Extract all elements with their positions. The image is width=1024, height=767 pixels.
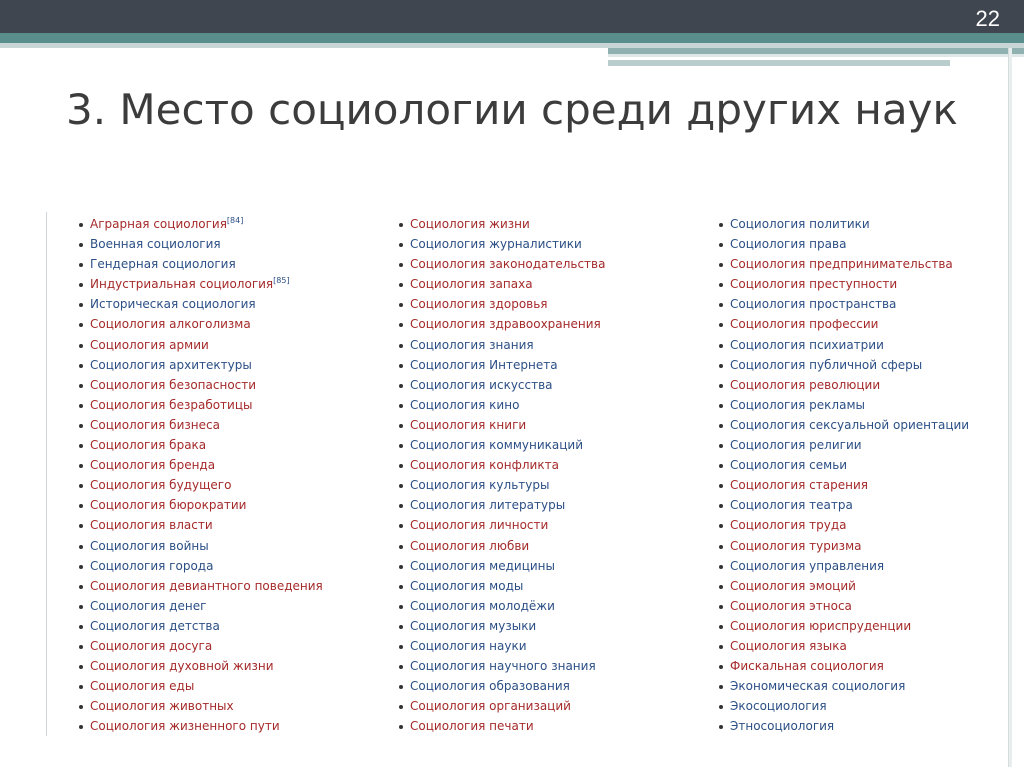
list-item <box>52 294 323 314</box>
list-item-link[interactable]: Социология семьи <box>730 458 848 473</box>
list-item <box>372 314 605 334</box>
list-item <box>372 616 605 636</box>
list-item-link[interactable]: Социология книги <box>410 417 527 432</box>
list-column-3 <box>692 214 969 736</box>
list-item-link[interactable]: Социология революции <box>730 377 881 392</box>
list-item <box>52 495 323 515</box>
list-item <box>692 576 969 596</box>
sociology-branches-list <box>52 214 1012 738</box>
list-item-link[interactable]: Историческая социология <box>90 297 256 312</box>
list-item-link[interactable]: Социология организаций <box>410 699 571 714</box>
list-item <box>692 596 969 616</box>
list-item <box>692 314 969 334</box>
list-item <box>372 676 605 696</box>
list-item-link[interactable]: Социология девиантного поведения <box>90 578 323 593</box>
list-item-link[interactable]: Социология медицины <box>410 558 555 573</box>
list-item-link[interactable]: Социология пространства <box>730 297 897 312</box>
list-item-link[interactable]: Социология бренда <box>90 458 216 473</box>
list-item <box>372 274 605 294</box>
list-item <box>52 274 323 294</box>
list-item <box>692 495 969 515</box>
list-item <box>372 495 605 515</box>
list-item-link[interactable]: Социология алкоголизма <box>90 317 251 332</box>
list-item-link[interactable]: Социология любви <box>410 538 530 553</box>
list-item-link[interactable]: Экосоциология <box>730 699 827 714</box>
list-item <box>692 395 969 415</box>
list-item-link[interactable]: Социология города <box>90 558 214 573</box>
content-left-border <box>46 212 47 736</box>
list-item <box>52 234 323 254</box>
list-item <box>52 676 323 696</box>
list-item <box>692 536 969 556</box>
list-item-link[interactable]: Аграрная социология <box>90 217 227 231</box>
list-item-link[interactable]: Социология публичной сферы <box>730 357 923 372</box>
list-item-link[interactable]: Социология детства <box>90 618 220 633</box>
list-item-link[interactable]: Социология образования <box>410 679 570 694</box>
list-item <box>52 556 323 576</box>
list-item <box>692 274 969 294</box>
list-item <box>692 415 969 435</box>
list-item-link[interactable]: Социология психиатрии <box>730 337 884 352</box>
list-item-link[interactable]: Социология преступности <box>730 277 898 292</box>
list-item-link[interactable]: Социология театра <box>730 498 853 513</box>
list-item <box>372 214 605 234</box>
list-item-link[interactable]: Социология научного знания <box>410 659 596 674</box>
list-item <box>692 435 969 455</box>
list-item <box>692 254 969 274</box>
list-item-link[interactable]: Социология труда <box>730 518 847 533</box>
footnote-reference[interactable]: [84] <box>226 216 244 225</box>
list-item <box>52 536 323 556</box>
list-item-link[interactable]: Социология войны <box>90 538 209 553</box>
list-column-1 <box>52 214 323 736</box>
list-item <box>52 415 323 435</box>
list-item <box>372 696 605 716</box>
list-item <box>372 596 605 616</box>
slide-number: 22 <box>975 6 1000 31</box>
list-item <box>692 475 969 495</box>
list-item-link[interactable]: Социология животных <box>90 699 234 714</box>
list-item <box>52 254 323 274</box>
list-item <box>372 335 605 355</box>
list-item <box>52 696 323 716</box>
list-item <box>52 596 323 616</box>
list-item <box>52 435 323 455</box>
list-item-link[interactable]: Социология религии <box>730 438 862 453</box>
list-item-link[interactable]: Социология знания <box>410 337 534 352</box>
list-item-link[interactable]: Социология юриспруденции <box>730 618 912 633</box>
list-item-link[interactable]: Социология денег <box>90 598 207 613</box>
list-item-link[interactable]: Социология права <box>730 237 847 252</box>
list-item-link[interactable]: Социология законодательства <box>410 257 606 272</box>
list-item-link[interactable]: Социология запаха <box>410 277 533 292</box>
list-item-link[interactable]: Социология эмоций <box>730 578 856 593</box>
list-item-link[interactable]: Социология языка <box>730 638 847 653</box>
list-item-link[interactable]: Социология старения <box>730 478 868 493</box>
list-item-link[interactable]: Социология науки <box>410 638 527 653</box>
list-item-link[interactable]: Социология архитектуры <box>90 357 252 372</box>
list-item-link[interactable]: Социология Интернета <box>410 357 558 372</box>
list-item <box>372 716 605 736</box>
list-item <box>372 234 605 254</box>
top-bar <box>0 0 1024 33</box>
list-item-link[interactable]: Социология литературы <box>410 498 566 513</box>
list-item <box>52 636 323 656</box>
list-item <box>692 455 969 475</box>
list-item <box>372 415 605 435</box>
list-item <box>372 254 605 274</box>
list-item <box>52 576 323 596</box>
list-column-2 <box>372 214 605 736</box>
list-item-link[interactable]: Социология культуры <box>410 478 550 493</box>
list-item-link[interactable]: Этносоциология <box>730 719 835 734</box>
list-item <box>692 375 969 395</box>
list-item <box>692 616 969 636</box>
list-item-link[interactable]: Социология кино <box>410 397 520 412</box>
list-item <box>372 375 605 395</box>
list-item-link[interactable]: Социология будущего <box>90 478 232 493</box>
list-item-link[interactable]: Военная социология <box>90 237 221 252</box>
list-item-link[interactable]: Гендерная социология <box>90 257 236 272</box>
list-item <box>692 234 969 254</box>
list-item-link[interactable]: Социология искусства <box>410 377 553 392</box>
list-item-link[interactable]: Социология политики <box>730 217 870 231</box>
list-item-link[interactable]: Социология жизненного пути <box>90 719 280 734</box>
list-item-link[interactable]: Экономическая социология <box>730 679 906 694</box>
list-item-link[interactable]: Социология профессии <box>730 317 879 332</box>
list-item-link[interactable]: Социология личности <box>410 518 549 533</box>
list-item <box>372 515 605 535</box>
list-item <box>372 355 605 375</box>
list-item <box>52 375 323 395</box>
list-item-link[interactable]: Социология здоровья <box>410 297 548 312</box>
list-item <box>372 636 605 656</box>
list-item <box>52 475 323 495</box>
list-item <box>372 395 605 415</box>
list-item-link[interactable]: Социология здравоохранения <box>410 317 601 332</box>
list-item <box>692 676 969 696</box>
list-item-link[interactable]: Фискальная социология <box>730 659 884 674</box>
list-item <box>52 616 323 636</box>
list-item <box>692 696 969 716</box>
list-item-link[interactable]: Социология жизни <box>410 217 530 231</box>
list-item-link[interactable]: Социология духовной жизни <box>90 659 274 674</box>
list-item-link[interactable]: Социология безопасности <box>90 377 257 392</box>
list-item <box>52 214 323 234</box>
list-item <box>692 556 969 576</box>
list-item <box>692 716 969 736</box>
list-item-link[interactable]: Социология власти <box>90 518 213 533</box>
list-item-link[interactable]: Социология предпринимательства <box>730 257 953 272</box>
list-item <box>372 536 605 556</box>
list-item <box>372 294 605 314</box>
footnote-reference[interactable]: [85] <box>273 276 290 286</box>
list-item <box>692 294 969 314</box>
list-item <box>372 556 605 576</box>
list-item-link[interactable]: Социология рекламы <box>730 397 865 412</box>
accent-bar-right-thin <box>608 54 1024 57</box>
list-item <box>692 515 969 535</box>
list-item <box>52 395 323 415</box>
list-item <box>52 716 323 736</box>
list-item <box>692 355 969 375</box>
list-item <box>692 214 969 234</box>
list-item <box>372 455 605 475</box>
list-item-link[interactable]: Социология коммуникаций <box>410 438 583 453</box>
list-item-link[interactable]: Социология управления <box>730 558 885 573</box>
list-item-link[interactable]: Социология печати <box>410 719 534 734</box>
list-item-link[interactable]: Социология брака <box>90 438 207 453</box>
slide-title: 3. Место социологии среди других наук <box>66 85 958 134</box>
list-item <box>372 475 605 495</box>
list-item <box>52 656 323 676</box>
list-item <box>52 515 323 535</box>
list-item <box>372 576 605 596</box>
list-item <box>52 335 323 355</box>
list-item <box>372 435 605 455</box>
list-item <box>52 314 323 334</box>
list-item-link[interactable]: Социология туризма <box>730 538 862 553</box>
list-item-link[interactable]: Социология конфликта <box>410 458 559 473</box>
list-item-link[interactable]: Индустриальная социология <box>90 277 274 292</box>
list-item <box>52 455 323 475</box>
list-item <box>372 656 605 676</box>
list-item-link[interactable]: Социология этноса <box>730 598 852 613</box>
list-item-link[interactable]: Социология моды <box>410 578 524 593</box>
list-item-link[interactable]: Социология журналистики <box>410 237 582 252</box>
list-item <box>692 656 969 676</box>
list-item <box>692 636 969 656</box>
list-item-link[interactable]: Социология армии <box>90 337 209 352</box>
list-item-link[interactable]: Социология безработицы <box>90 397 253 412</box>
list-item-link[interactable]: Социология бизнеса <box>90 417 220 432</box>
list-item-link[interactable]: Социология еды <box>90 679 195 694</box>
list-item-link[interactable]: Социология молодёжи <box>410 598 555 613</box>
list-item-link[interactable]: Социология сексуальной ориентации <box>730 417 970 432</box>
list-item-link[interactable]: Социология музыки <box>410 618 537 633</box>
list-item-link[interactable]: Социология бюрократии <box>90 498 247 513</box>
list-item-link[interactable]: Социология досуга <box>90 638 213 653</box>
accent-bar-teal <box>0 33 1024 43</box>
accent-bar-right-lower <box>608 60 950 66</box>
list-item <box>692 335 969 355</box>
list-item <box>52 355 323 375</box>
